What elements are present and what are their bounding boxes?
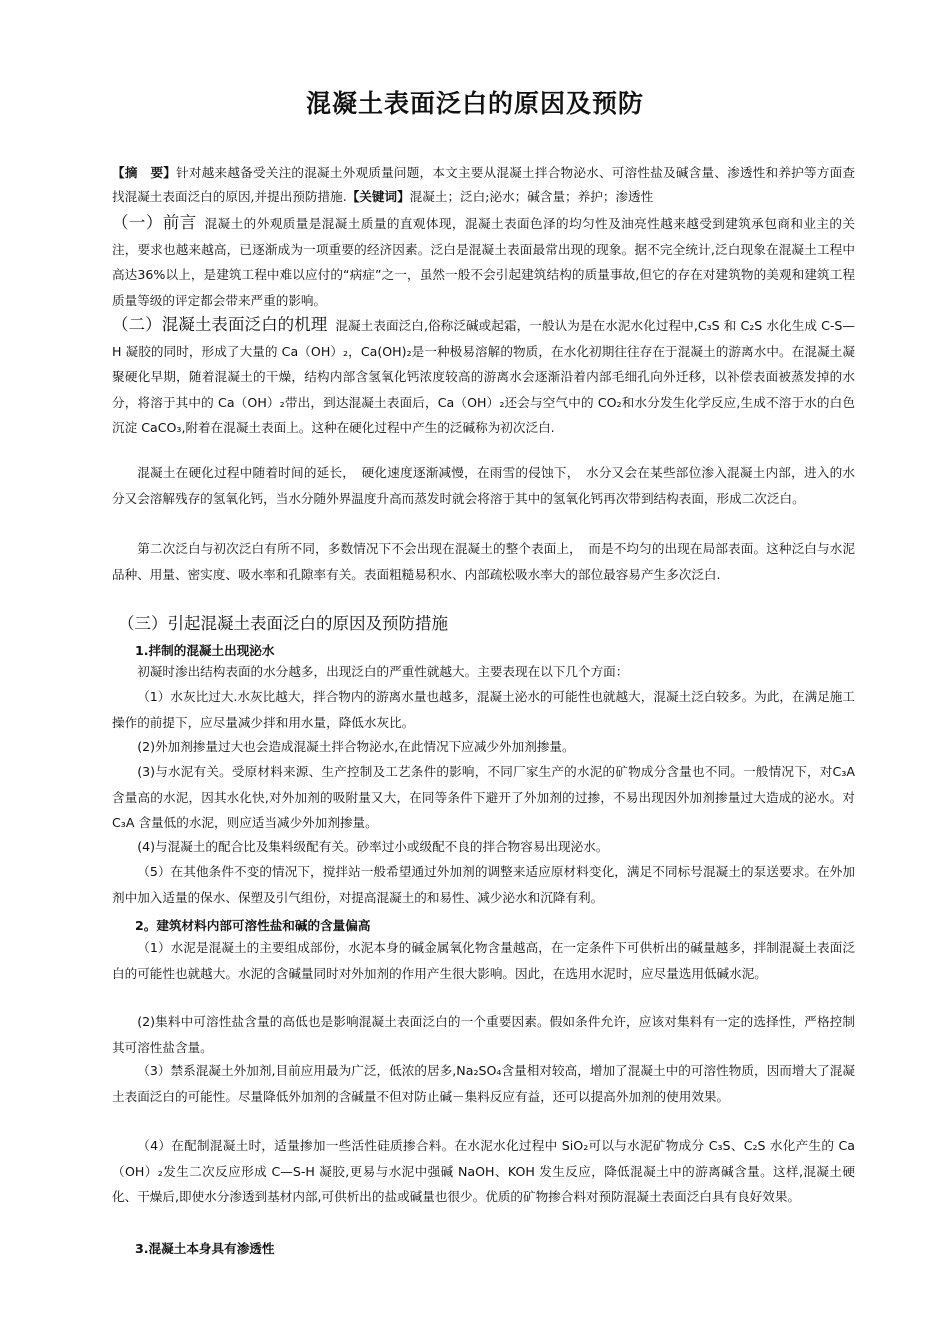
keywords-text: 混凝土；泛白;泌水；碱含量；养护；渗透性 <box>409 189 654 204</box>
section-heading-causes: （三）引起混凝土表面泛白的原因及预防措施 <box>118 614 448 633</box>
subsection-heading-bleeding: 1.拌制的混凝土出现泌水 <box>135 643 275 658</box>
mechanism-paragraph-1: 混凝土表面泛白,俗称泛碱或起霜，一般认为是在水泥水化过程中,C₃S 和 C₂S 水化生成 C-S—H 凝胶的同时，形成了大量的 Ca（OH）₂，Ca(OH)₂是一种极易溶解的物质，在水化初期往往存在于混凝土的游离水中。在混凝土凝聚硬化早期，随着混凝土的干燥，结构内部含氢氧化钙浓度较高的游离水会逐渐沿着内部毛细孔向外迁移，以补偿表面被蒸发掉的水分，将溶于其中的 Ca（OH）₂带出，到达混凝土表面后，Ca（OH）₂还会与空气中的 CO₂和水分发生化学反应,生成不溶于水的白色沉淀 CaCO₃,附着在混凝土表面上。这种在硬化过程中产生的泛碱称为初次泛白. <box>112 318 855 435</box>
abstract-label: 【摘 要】 <box>112 165 177 180</box>
abstract-block <box>112 161 855 209</box>
bleeding-item-4: (4)与混凝土的配合比及集料级配有关。砂率过小或级配不良的拌合物容易出现泌水。 <box>137 839 609 854</box>
section-intro-text: 混凝土的外观质量是混凝土质量的直观体现，混凝土表面色泽的均匀性及油亮性越来越受到建筑承包商和业主的关注，要求也越来越高，已逐渐成为一项重要的经济因素。泛白是混凝土表面最常出现的现象。据不完全统计,泛白现象在混凝土工程中高达36%以上，是建筑工程中难以应付的“病症”之一，虽然一般不会引起建筑结构的质量事故,但它的存在对建筑物的美观和建筑工程质量等级的评定都会带来严重的影响。 <box>112 216 856 308</box>
salts-item-4: （4）在配制混凝土时，适量掺加一些活性硅质掺合料。在水泥水化过程中 SiO₂可以与水泥矿物成分 C₃S、C₂S 水化产生的 Ca（OH）₂发生二次反应形成 C—S-H 凝胶,更易与水泥中强碱 NaOH、KOH 发生反应，降低混凝土中的游离碱含量。这样,混凝土硬化、干燥后,即使水分渗透到基材内部,可供析出的盐或碱量也很少。优质的矿物掺合料对预防混凝土表面泛白具有良好效果。 <box>112 1138 855 1204</box>
section-intro <box>112 210 855 313</box>
salts-item-2: (2)集料中可溶性盐含量的高低也是影响混凝土表面泛白的一个重要因素。假如条件允许，应该对集料有一定的选择性，严格控制其可溶性盐含量。 <box>112 1014 855 1055</box>
salts-item-3: （3）禁系混凝土外加剂,目前应用最为广泛，低浓的居多,Na₂SO₄含量相对较高，增加了混凝土中的可溶性物质，因而增大了混凝土表面泛白的可能性。尽量降低外加剂的含碱量不但对防止碱－集料反应有益，还可以提高外加剂的使用效果。 <box>112 1063 855 1104</box>
salts-item-1: （1）水泥是混凝土的主要组成部份，水泥本身的碱金属氧化物含量越高，在一定条件下可供析出的碱量越多，拌制混凝土表面泛白的可能性也就越大。水泥的含碱量同时对外加剂的作用产生很大影响。因此，在选用水泥时，应尽量选用低碱水泥。 <box>112 940 855 981</box>
mechanism-paragraph-2: 混凝土在硬化过程中随着时间的延长， 硬化速度逐渐减慢，在雨雪的侵蚀下， 水分又会在某些部位渗入混凝土内部，进入的水分又会溶解残存的氢氧化钙，当水分随外界温度升高而蒸发时就会将溶于其中的氢氧化钙再次带到结构表面，形成二次泛白。 <box>112 465 855 506</box>
bleeding-item-5: （5）在其他条件不变的情况下，搅拌站一般希望通过外加剂的调整来适应原材料变化，满足不同标号混凝土的泵送要求。在外加剂中加入适量的保水、保塑及引气组份，对提高混凝土的和易性、减少泌水和沉降有利。 <box>112 864 855 905</box>
bleeding-intro: 初凝时渗出结构表面的水分越多，出现泛白的严重性就越大。主要表现在以下几个方面： <box>137 664 629 679</box>
abstract-text: 针对越来越备受关注的混凝土外观质量问题，本文主要从混凝土拌合物泌水、可溶性盐及碱含量、渗透性和养护等方面查找混凝土表面泛白的原因,并提出预防措施. <box>112 165 856 204</box>
bleeding-item-3: (3)与水泥有关。受原材料来源、生产控制及工艺条件的影响，不同厂家生产的水泥的矿物成分含量也不同。一般情况下，对C₃A 含量高的水泥，因其水化快,对外加剂的吸附量又大，在同等条件下避开了外加剂的过掺，不易出现因外加剂掺量过大造成的泌水。对 C₃A 含量低的水泥，则应适当减少外加剂掺量。 <box>112 764 855 830</box>
bleeding-item-1: （1）水灰比过大.水灰比越大，拌合物内的游离水量也越多，混凝土泌水的可能性也就越大，混凝土泛白较多。为此，在满足施工操作的前提下，应尽量减少拌和用水量，降低水灰比。 <box>112 689 855 730</box>
section-mechanism <box>112 312 855 441</box>
mechanism-paragraph-3: 第二次泛白与初次泛白有所不同，多数情况下不会出现在混凝土的整个表面上， 而是不均匀的出现在局部表面。这种泛白与水泥品种、用量、密实度、吸水率和孔隙率有关。表面粗糙易积水、内部疏松吸水率大的部位最容易产生多次泛白. <box>112 541 855 582</box>
page-title: 混凝土表面泛白的原因及预防 <box>305 89 644 118</box>
subsection-heading-permeability: 3.混凝土本身具有渗透性 <box>135 1241 275 1256</box>
section-heading-mechanism: （二）混凝土表面泛白的机理 <box>112 315 328 334</box>
keywords-label: 【关键词】 <box>346 189 410 204</box>
bleeding-item-2: (2)外加剂掺量过大也会造成混凝土拌合物泌水,在此情况下应减少外加剂掺量。 <box>137 739 575 754</box>
section-heading-intro: （一）前言 <box>112 213 197 232</box>
subsection-heading-salts: 2。建筑材料内部可溶性盐和碱的含量偏高 <box>135 918 371 933</box>
